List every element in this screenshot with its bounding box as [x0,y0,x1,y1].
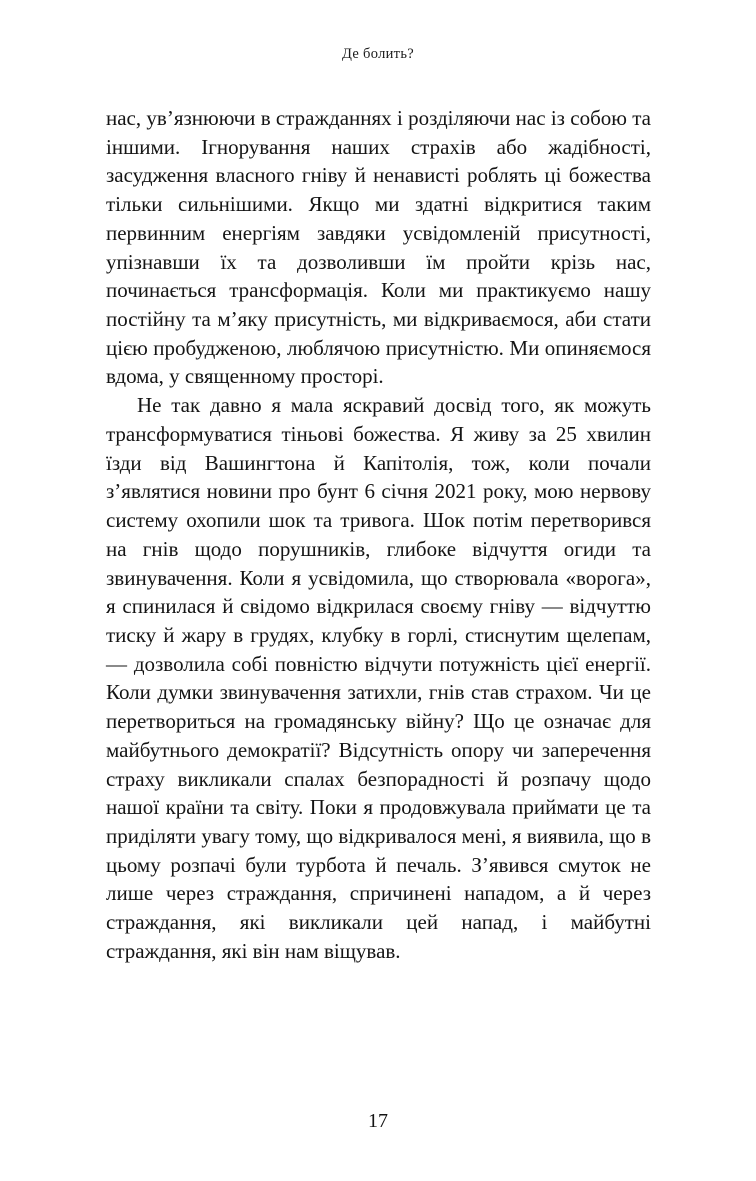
running-header: Де болить? [342,46,414,62]
paragraph: нас, ув’язнюючи в стражданнях і розділяючи нас із собою та іншими. Ігнорування наших страхів або жадібності, засудження власного гніву й ненависті роблять ці божества тільки сильнішими. Якщо ми здатні відкритися таким первинним енергіям завдяки усвідомленій присутності, упізнавши їх та дозволивши їм пройти крізь нас, починається трансформація. Коли ми практикуємо нашу постійну та м’яку присутність, ми відкриваємося, аби стати цією пробудженою, люблячою присутністю. Ми опиняємося вдома, у священному просторі. [106,106,651,389]
body-text-block [106,104,651,966]
page-number: 17 [368,1110,388,1132]
paragraph: Не так давно я мала яскравий досвід того, як можуть трансформуватися тіньові божества. Я живу за 25 хвилин їзди від Вашингтона й Капітолія, тож, коли почали з’являтися новини про бунт 6 січня 2021 року, мою нервову систему охопили шок та тривога. Шок потім перетворився на гнів щодо порушників, глибоке відчуття огиди та звинувачення. Коли я усвідомила, що створювала «ворога», я спинилася й свідомо відкрилася своєму гніву — відчуттю тиску й жару в грудях, клубку в горлі, стиснутим щелепам, — дозволила собі повністю відчути потужність цієї енергії. Коли думки звинувачення затихли, гнів став страхом. Чи це перетвориться на громадянську війну? Що це означає для майбутнього демократії? Відсутність опору чи заперечення страху викликали спалах безпорадності й розпачу щодо нашої країни та світу. Поки я продовжувала приймати це та приділяти увагу тому, що відкривалося мені, я виявила, що в цьому розпачі були турбота й печаль. З’явився смуток не лише через страждання, спричинені нападом, а й через страждання, які викликали цей напад, і майбутні страждання, які він нам віщував. [106,393,651,963]
